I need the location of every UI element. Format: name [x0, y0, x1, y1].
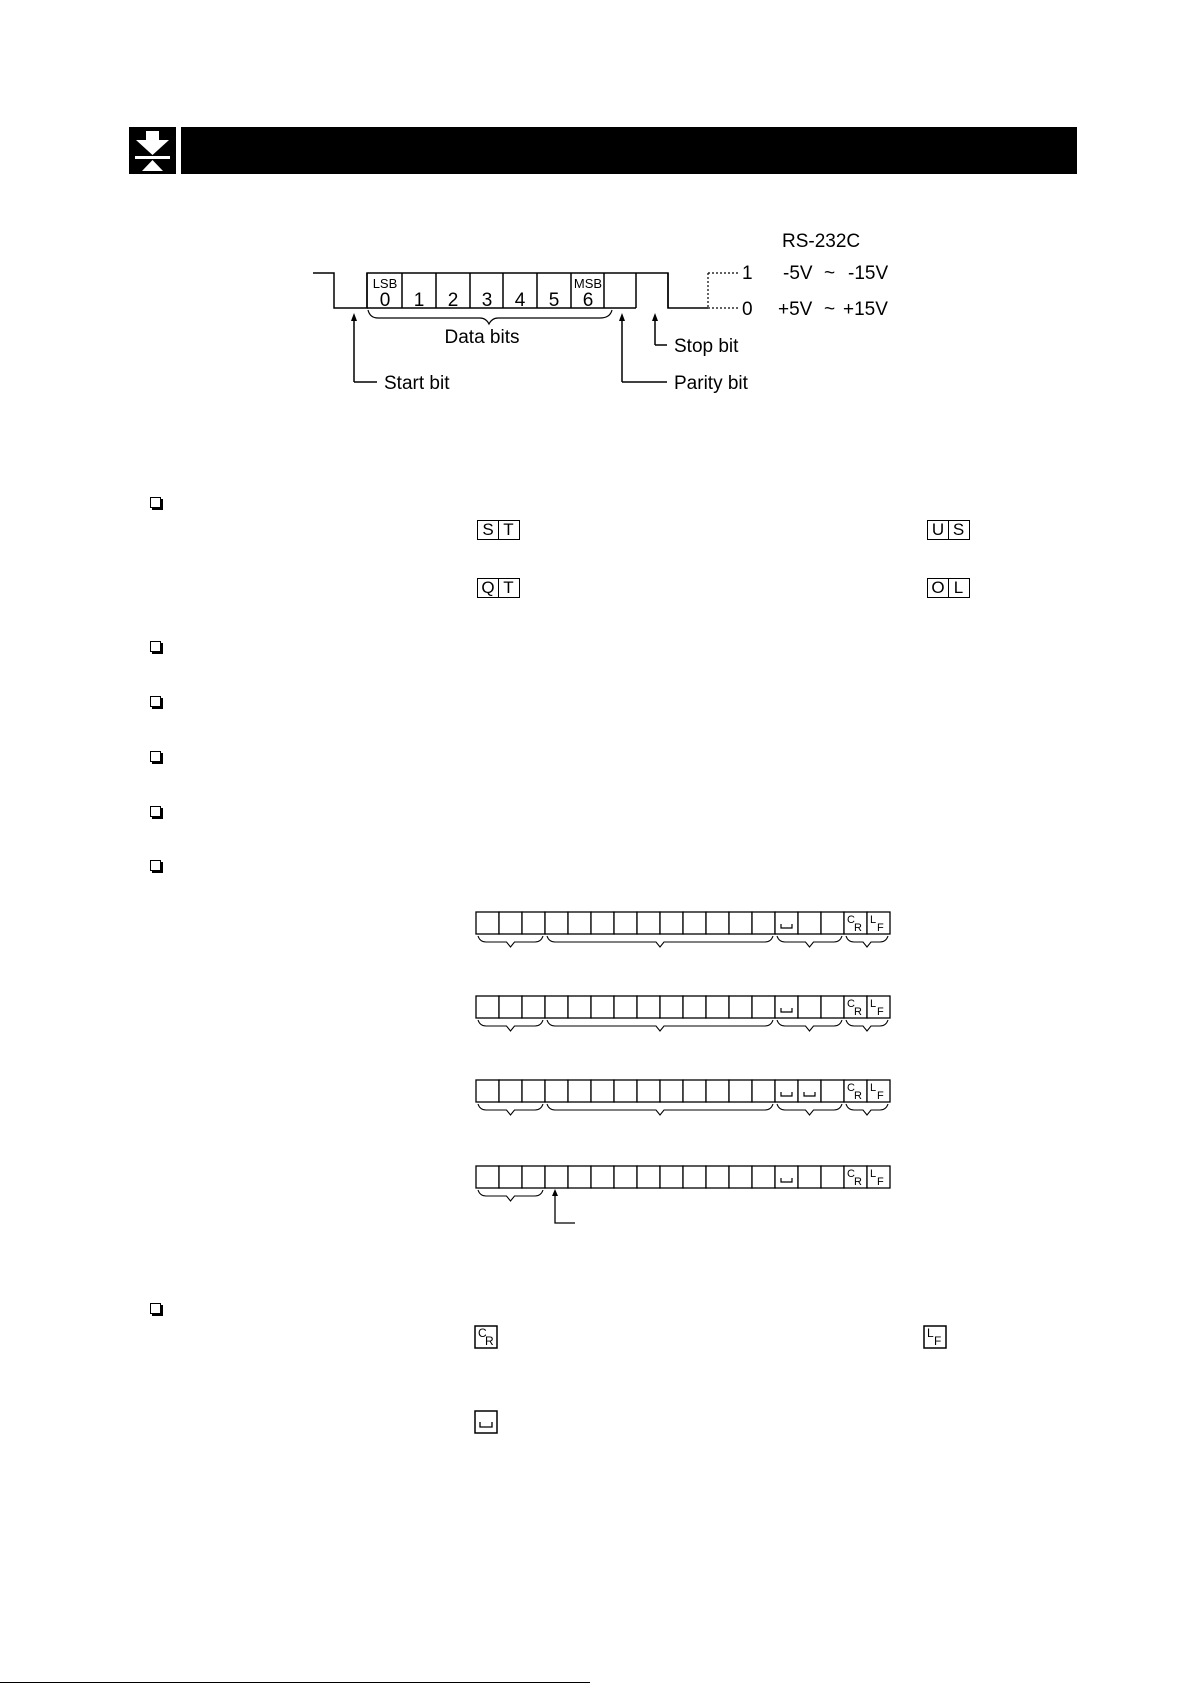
serial-timing-diagram	[0, 200, 1191, 400]
code-char: S	[948, 520, 970, 540]
bit-digit: 0	[379, 290, 391, 311]
format-cell	[637, 912, 660, 934]
format-cell	[729, 996, 752, 1018]
field-brace	[478, 1020, 543, 1031]
field-brace	[846, 1020, 888, 1031]
format-cell	[499, 1166, 522, 1188]
section-title-bar	[181, 127, 1077, 174]
format-row	[476, 996, 890, 1031]
level-1-tilde: ~	[824, 263, 836, 284]
level-0-voltage-a: +5V	[778, 299, 813, 320]
format-cell	[660, 1080, 683, 1102]
code-char: Q	[477, 578, 499, 598]
format-cell	[821, 1080, 844, 1102]
format-cell	[660, 996, 683, 1018]
pointer-line	[555, 1192, 575, 1223]
lf-icon: L	[870, 998, 877, 1010]
format-cell	[476, 1166, 499, 1188]
format-cell	[545, 996, 568, 1018]
data-format-diagram	[0, 900, 1191, 1240]
format-cell	[706, 1166, 729, 1188]
footer-rule	[0, 1682, 590, 1683]
format-cell	[660, 1166, 683, 1188]
bullet-2	[150, 641, 161, 652]
format-cell	[568, 912, 591, 934]
space-symbol-icon	[474, 1410, 500, 1436]
format-cell	[683, 1080, 706, 1102]
field-brace	[777, 936, 842, 947]
format-cell	[775, 996, 798, 1018]
format-cell	[522, 1080, 545, 1102]
format-cell	[591, 996, 614, 1018]
code-char: O	[927, 578, 949, 598]
format-cell	[752, 912, 775, 934]
format-cell	[499, 996, 522, 1018]
lf-icon: L	[870, 914, 877, 926]
format-cell	[683, 912, 706, 934]
format-cell	[545, 912, 568, 934]
format-cell	[591, 1080, 614, 1102]
bit-digit: 6	[582, 290, 594, 311]
lf-icon: F	[877, 1006, 884, 1018]
format-row	[476, 1166, 890, 1223]
format-cell	[798, 912, 821, 934]
bullet-5	[150, 806, 161, 817]
cr-icon: C	[847, 914, 855, 926]
data-bits-brace	[368, 310, 612, 324]
field-brace	[846, 936, 888, 947]
bullet-3	[150, 696, 161, 707]
format-cell	[637, 996, 660, 1018]
cr-icon: C	[847, 998, 855, 1010]
format-cell	[798, 1166, 821, 1188]
field-brace	[478, 1190, 543, 1201]
lf-icon: L	[870, 1168, 877, 1180]
section-icon	[129, 127, 176, 174]
code-char: T	[498, 520, 520, 540]
code-char: T	[498, 578, 520, 598]
msb-label: MSB	[573, 276, 603, 291]
format-cell	[499, 912, 522, 934]
cr-icon: R	[854, 1006, 862, 1018]
format-cell	[821, 1166, 844, 1188]
format-cell	[499, 1080, 522, 1102]
bit-digit: 5	[548, 290, 560, 311]
format-cell	[683, 996, 706, 1018]
format-row	[476, 1080, 890, 1115]
bit-digit: 3	[481, 290, 493, 311]
format-cell	[775, 912, 798, 934]
format-cell	[752, 1080, 775, 1102]
cr-symbol-icon	[474, 1325, 500, 1351]
svg-text:C: C	[478, 1326, 487, 1340]
format-cell	[706, 912, 729, 934]
format-cell	[821, 996, 844, 1018]
format-cell	[729, 912, 752, 934]
data-bits-label: Data bits	[444, 327, 520, 348]
lf-icon: F	[877, 922, 884, 934]
format-cell	[476, 996, 499, 1018]
arrow-up-icon	[552, 1189, 558, 1196]
format-cell	[568, 1080, 591, 1102]
format-cell	[775, 1166, 798, 1188]
level-1-bit: 1	[742, 263, 753, 284]
format-cell	[637, 1080, 660, 1102]
bullet-terminator	[150, 1303, 161, 1314]
format-cell	[614, 1166, 637, 1188]
field-brace	[777, 1104, 842, 1115]
format-cell	[522, 1166, 545, 1188]
format-cell	[637, 1166, 660, 1188]
field-brace	[777, 1020, 842, 1031]
level-0-voltage-b: +15V	[843, 299, 888, 320]
lf-icon: F	[877, 1090, 884, 1102]
lf-icon: L	[870, 1082, 877, 1094]
format-cell	[476, 912, 499, 934]
format-cell	[706, 1080, 729, 1102]
format-cell	[729, 1080, 752, 1102]
format-row	[476, 912, 890, 947]
arrow-down-to-bar-icon	[129, 127, 176, 174]
format-cell	[568, 996, 591, 1018]
format-cell	[591, 912, 614, 934]
field-brace	[547, 936, 773, 947]
code-char: S	[477, 520, 499, 540]
level-0-tilde: ~	[824, 299, 836, 320]
bullet-format	[150, 860, 161, 871]
code-char: L	[948, 578, 970, 598]
format-cell	[683, 1166, 706, 1188]
stop-bit-label: Stop bit	[674, 336, 739, 357]
svg-text:F: F	[934, 1334, 942, 1348]
format-cell	[591, 1166, 614, 1188]
cr-icon: R	[854, 1090, 862, 1102]
field-brace	[547, 1020, 773, 1031]
format-cell	[545, 1166, 568, 1188]
svg-text:R: R	[485, 1334, 494, 1348]
format-cell	[821, 912, 844, 934]
cr-icon: R	[854, 1176, 862, 1188]
format-cell	[752, 996, 775, 1018]
format-cell	[706, 996, 729, 1018]
format-cell	[729, 1166, 752, 1188]
parity-bit-label: Parity bit	[674, 373, 748, 394]
format-cell	[614, 996, 637, 1018]
field-brace	[478, 1104, 543, 1115]
format-cell	[775, 1080, 798, 1102]
format-cell	[614, 912, 637, 934]
code-char: U	[927, 520, 949, 540]
format-cell	[522, 912, 545, 934]
format-cell	[660, 912, 683, 934]
format-cell	[614, 1080, 637, 1102]
lsb-label: LSB	[372, 276, 398, 291]
field-brace	[846, 1104, 888, 1115]
cr-icon: C	[847, 1082, 855, 1094]
format-cell	[752, 1166, 775, 1188]
bit-digit: 2	[447, 290, 459, 311]
level-1-voltage-b: -15V	[848, 263, 889, 284]
bullet-header	[150, 497, 161, 508]
level-1-voltage-a: -5V	[783, 263, 813, 284]
bit-digit: 1	[413, 290, 425, 311]
cr-icon: C	[847, 1168, 855, 1180]
start-bit-label: Start bit	[384, 373, 450, 394]
field-brace	[478, 936, 543, 947]
lf-symbol-icon	[923, 1325, 949, 1351]
format-cell	[476, 1080, 499, 1102]
field-brace	[547, 1104, 773, 1115]
level-0-bit: 0	[742, 299, 753, 320]
format-cell	[522, 996, 545, 1018]
format-cell	[568, 1166, 591, 1188]
format-cell	[798, 996, 821, 1018]
cr-icon: R	[854, 922, 862, 934]
format-cell	[798, 1080, 821, 1102]
bullet-4	[150, 751, 161, 762]
format-cell	[545, 1080, 568, 1102]
lf-icon: F	[877, 1176, 884, 1188]
svg-text:L: L	[927, 1326, 934, 1340]
bit-digit: 4	[514, 290, 526, 311]
protocol-label: RS-232C	[782, 231, 861, 252]
